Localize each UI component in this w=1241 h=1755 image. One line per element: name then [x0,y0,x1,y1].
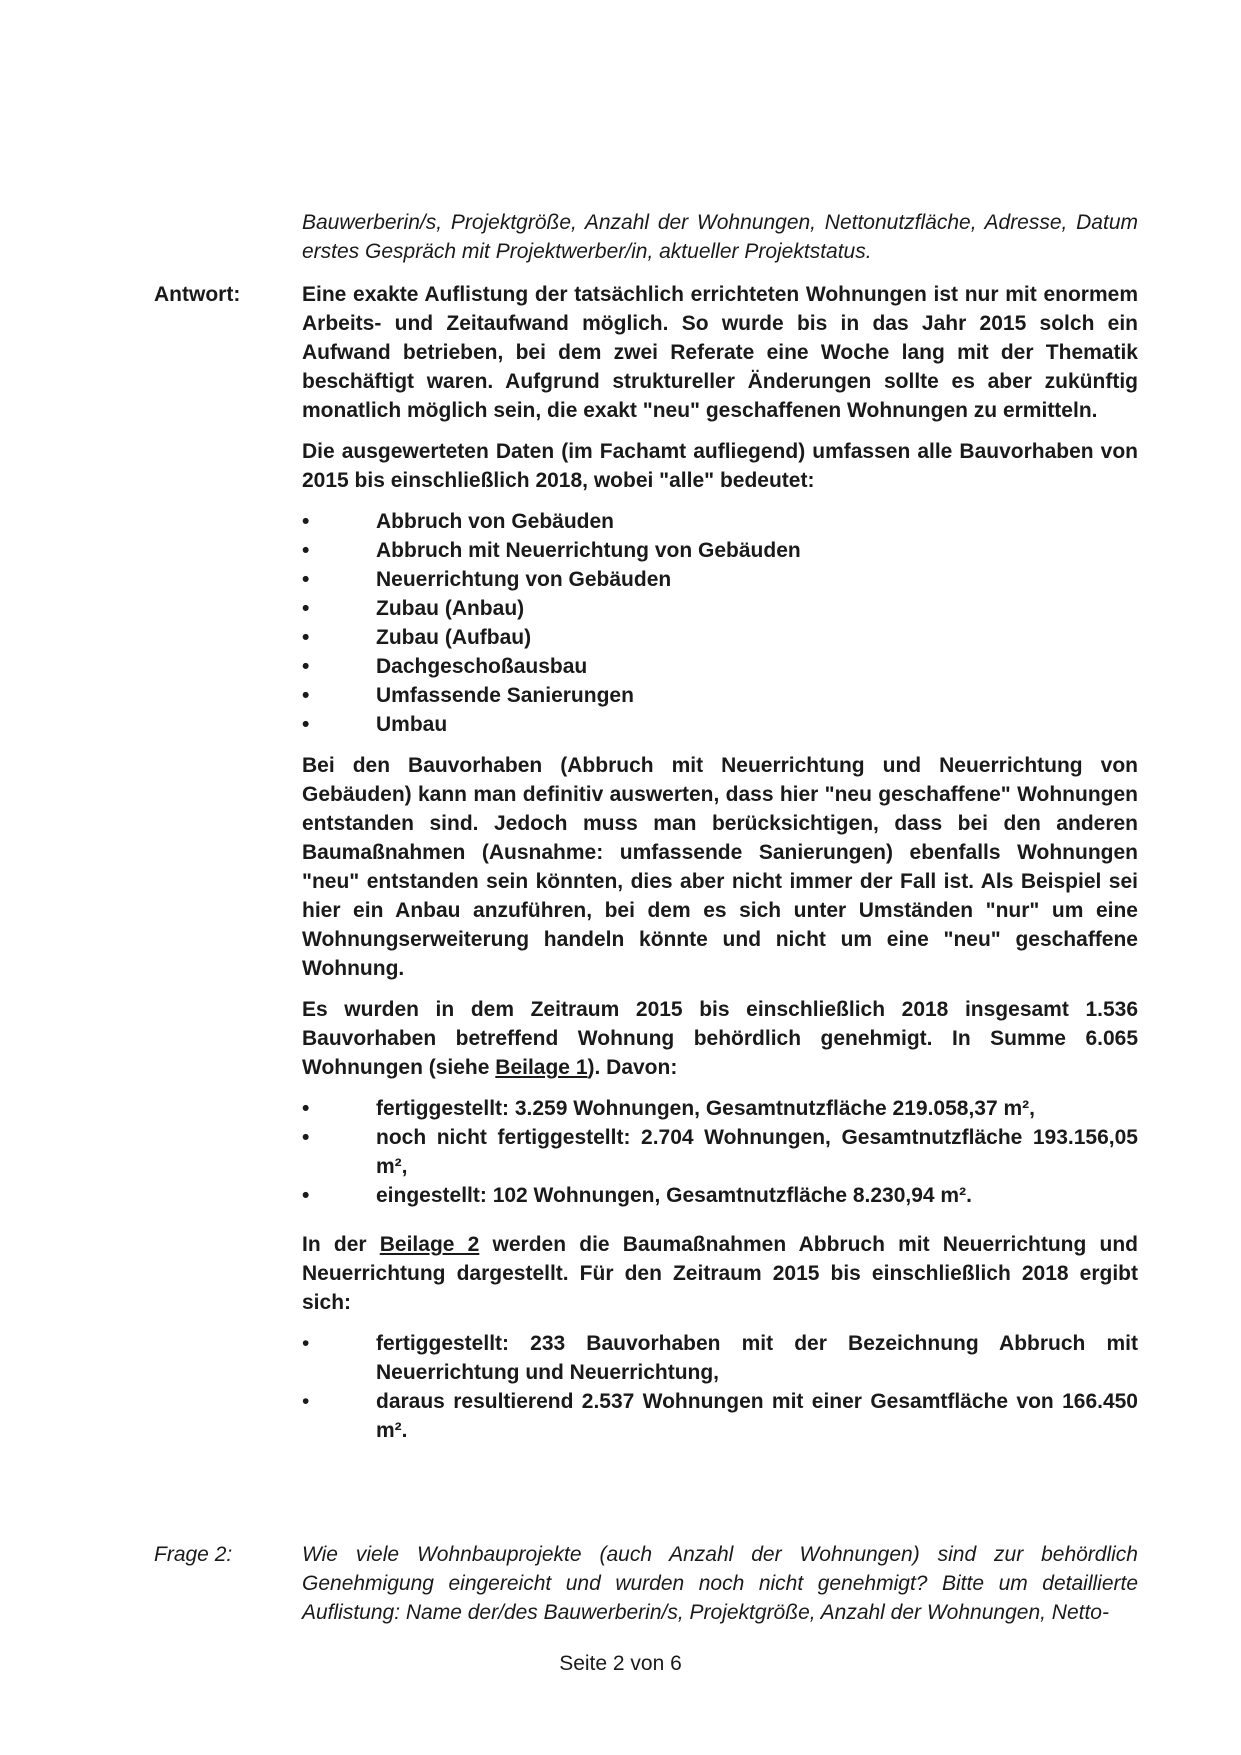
list-item: • fertiggestellt: 3.259 Wohnungen, Gesamtnutzfläche 219.058,37 m², [302,1094,1138,1123]
question2-text: Wie viele Wohnbauprojekte (auch Anzahl der Wohnungen) sind zur behördlich Genehmigung eingereicht und wurden noch nicht genehmigt? Bitte um detaillierte Auflistung: Name der/des Bauwerberin/s, Projektgröße, Anzahl der Wohnungen, Netto- [302,1543,1138,1624]
page-number: Seite 2 von 6 [559,1652,682,1675]
bullet-icon: • [302,684,310,707]
answer-paragraph-2: Die ausgewerteten Daten (im Fachamt aufliegend) umfassen alle Bauvorhaben von 2015 bis einschließlich 2018, wobei "alle" bedeutet: [302,440,1138,492]
question1-text: Bauwerberin/s, Projektgröße, Anzahl der Wohnungen, Nettonutzfläche, Adresse, Datum erstes Gespräch mit Projektwerber/in, aktueller Projektstatus. [302,211,1138,263]
bullet-icon: • [302,1184,310,1207]
list-item: • eingestellt: 102 Wohnungen, Gesamtnutzfläche 8.230,94 m². [302,1181,1138,1210]
answer-paragraph-4: Es wurden in dem Zeitraum 2015 bis einschließlich 2018 insgesamt 1.536 Bauvorhaben betreffend Wohnung behördlich genehmigt. In Summe 6.065 Wohnungen (siehe Beilage 1). Davon: [302,998,1138,1079]
answer-paragraph-1: Eine exakte Auflistung der tatsächlich errichteten Wohnungen ist nur mit enormem Arbeits- und Zeitaufwand möglich. So wurde bis in das Jahr 2015 solch ein Aufwand betrieben, bei dem zwei Referate eine Woche lang mit der Thematik beschäftigt waren. Aufgrund struktureller Änderungen sollte es aber zukünftig monatlich möglich sein, die exakt "neu" geschaffenen Wohnungen zu ermitteln. [302,283,1138,422]
list-item: • Abbruch mit Neuerrichtung von Gebäuden [302,536,1138,565]
list-item: • Umfassende Sanierungen [302,681,1138,710]
beilage-2-reference: Beilage 2 [379,1233,480,1256]
list-item: • noch nicht fertiggestellt: 2.704 Wohnungen, Gesamtnutzfläche 193.156,05 m², [302,1123,1138,1181]
list-item: • Abbruch von Gebäuden [302,507,1138,536]
question1-continuation [302,208,1138,266]
bullet-icon: • [302,626,310,649]
list-item: • fertiggestellt: 233 Bauvorhaben mit der Bezeichnung Abbruch mit Neuerrichtung und Neuerrichtung, [302,1329,1138,1387]
list-item: • Dachgeschoßausbau [302,652,1138,681]
bullet-icon: • [302,539,310,562]
list-item: • daraus resultierend 2.537 Wohnungen mit einer Gesamtfläche von 166.450 m². [302,1387,1138,1445]
answer-paragraph-5: In der Beilage 2 werden die Baumaßnahmen Abbruch mit Neuerrichtung und Neuerrichtung dargestellt. Für den Zeitraum 2015 bis einschließlich 2018 ergibt sich: [302,1233,1138,1314]
bullet-icon: • [302,655,310,678]
question2-label: Frage 2: [154,1543,233,1566]
answer-body [302,280,1138,1445]
list-item: • Zubau (Aufbau) [302,623,1138,652]
bullet-icon: • [302,597,310,620]
list-item: • Zubau (Anbau) [302,594,1138,623]
construction-types-list [302,507,1138,739]
new-construction-list [302,1329,1138,1445]
list-item: • Umbau [302,710,1138,739]
housing-status-list [302,1094,1138,1210]
bullet-icon: • [302,1097,310,1120]
question2-body [302,1540,1138,1627]
bullet-icon: • [302,1332,310,1355]
bullet-icon: • [302,1390,310,1413]
answer-label: Antwort: [154,283,241,306]
bullet-icon: • [302,1126,310,1149]
bullet-icon: • [302,713,310,736]
bullet-icon: • [302,568,310,591]
beilage-1-reference: Beilage 1 [495,1056,588,1079]
answer-paragraph-3: Bei den Bauvorhaben (Abbruch mit Neuerrichtung und Neuerrichtung von Gebäuden) kann man definitiv auswerten, dass hier "neu geschaffene" Wohnungen entstanden sind. Jedoch muss man berücksichtigen, dass bei den anderen Baumaßnahmen (Ausnahme: umfassende Sanierungen) ebenfalls Wohnungen "neu" entstanden sein könnten, dies aber nicht immer der Fall ist. Als Beispiel sei hier ein Anbau anzuführen, bei dem es sich unter Umständen "nur" um eine Wohnungserweiterung handeln könnte und nicht um eine "neu" geschaffene Wohnung. [302,754,1138,980]
bullet-icon: • [302,510,310,533]
list-item: • Neuerrichtung von Gebäuden [302,565,1138,594]
